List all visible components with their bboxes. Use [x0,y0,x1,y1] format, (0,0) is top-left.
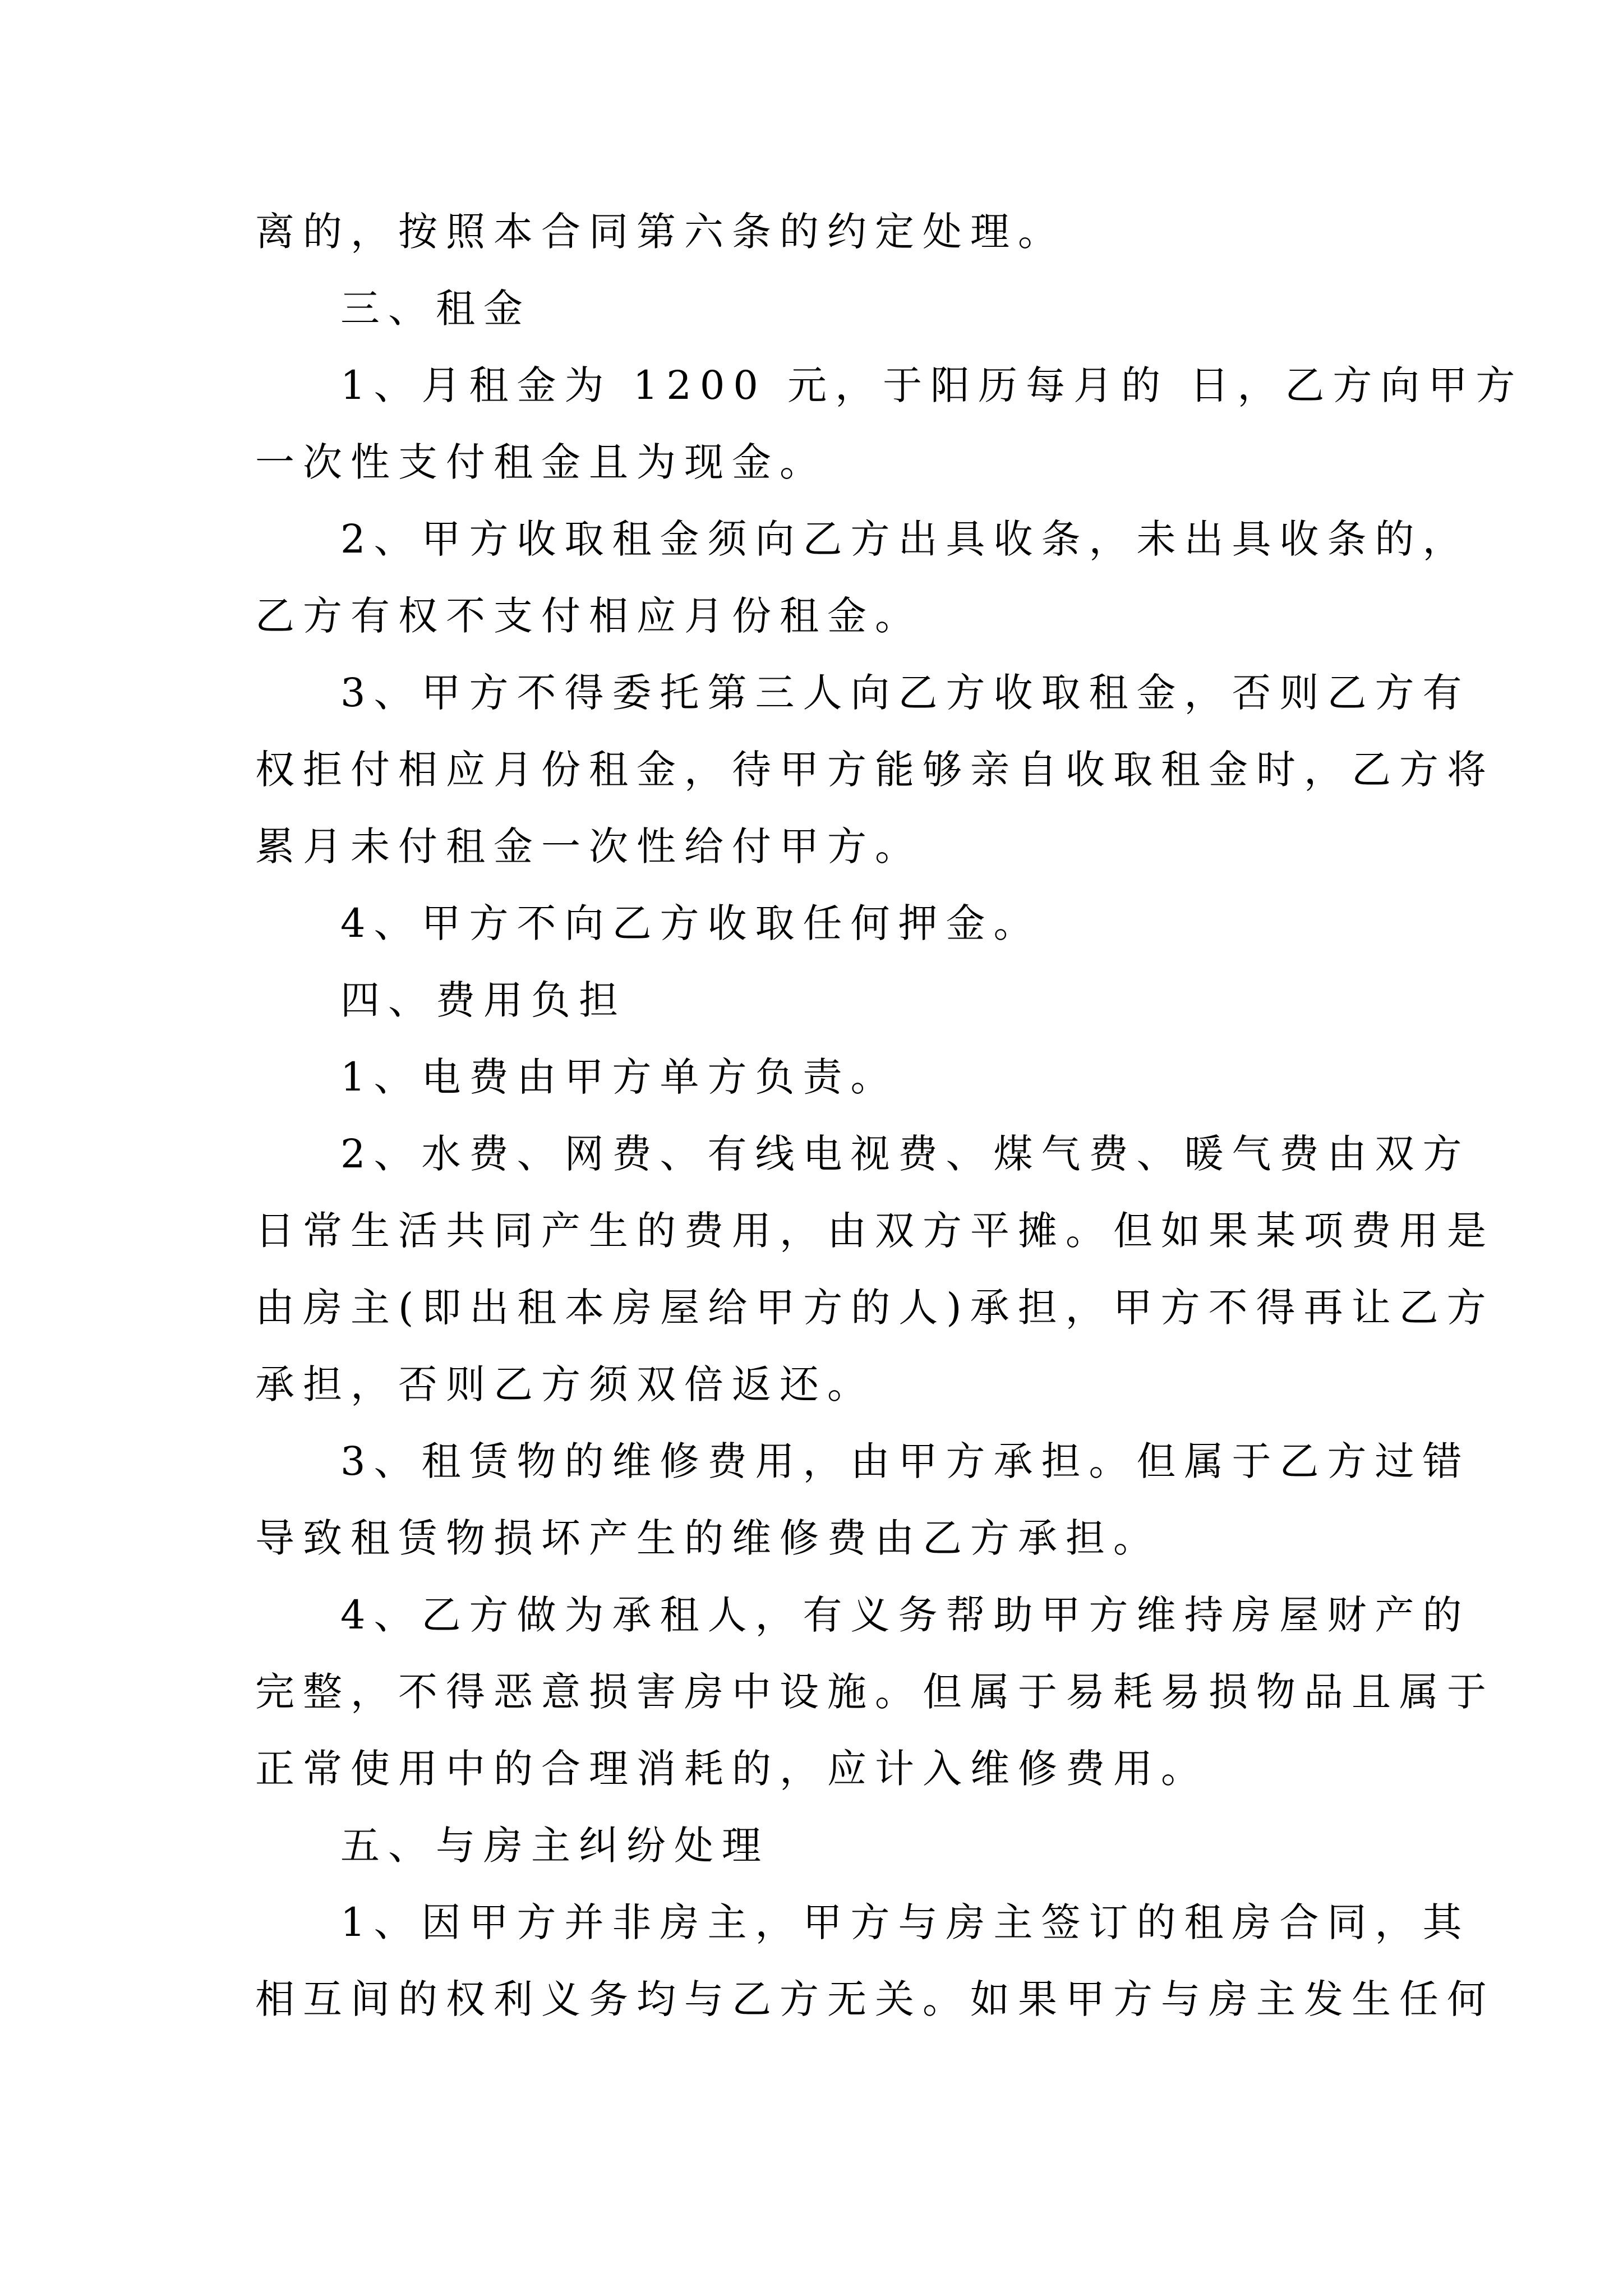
text-line: 1、电费由甲方单方负责。 [340,1054,898,1100]
section-heading-landlord-disputes: 五、与房主纠纷处理 [340,1823,769,1869]
text-line: 2、甲方收取租金须向乙方出具收条，未出具收条的， [340,516,1470,562]
text-line: 累月未付租金一次性给付甲方。 [255,823,923,869]
section-heading-rent: 三、租金 [340,286,531,332]
text-line: 1、因甲方并非房主，甲方与房主签订的租房合同，其 [340,1899,1470,1945]
text-line: 4、甲方不向乙方收取任何押金。 [340,900,1041,946]
text-line: 3、甲方不得委托第三人向乙方收取租金，否则乙方有 [340,670,1470,716]
text-line: 由房主(即出租本房屋给甲方的人)承担，甲方不得再让乙方 [255,1285,1495,1331]
text-line: 一次性支付租金且为现金。 [255,439,827,485]
text-line: 4、乙方做为承租人，有义务帮助甲方维持房屋财产的 [340,1592,1470,1638]
text-line: 3、租赁物的维修费用，由甲方承担。但属于乙方过错 [340,1438,1470,1484]
text-line: 1、月租金为 1200 元，于阳历每月的 日，乙方向甲方 [340,362,1524,408]
text-line: 权拒付相应月份租金，待甲方能够亲自收取租金时，乙方将 [255,747,1495,793]
text-line: 正常使用中的合理消耗的，应计入维修费用。 [255,1746,1209,1792]
text-line: 完整，不得恶意损害房中设施。但属于易耗易损物品且属于 [255,1669,1495,1715]
document-body [255,194,1524,2038]
text-line: 导致租赁物损坏产生的维修费由乙方承担。 [255,1515,1161,1561]
section-heading-expenses: 四、费用负担 [340,977,626,1023]
text-line: 日常生活共同产生的费用，由双方平摊。但如果某项费用是 [255,1208,1495,1254]
text-line: 乙方有权不支付相应月份租金。 [255,593,923,639]
text-line: 离的，按照本合同第六条的约定处理。 [255,209,1066,255]
text-line: 相互间的权利义务均与乙方无关。如果甲方与房主发生任何 [255,1976,1495,2022]
text-line: 承担，否则乙方须双倍返还。 [255,1361,875,1407]
text-line: 2、水费、网费、有线电视费、煤气费、暖气费由双方 [340,1131,1470,1177]
